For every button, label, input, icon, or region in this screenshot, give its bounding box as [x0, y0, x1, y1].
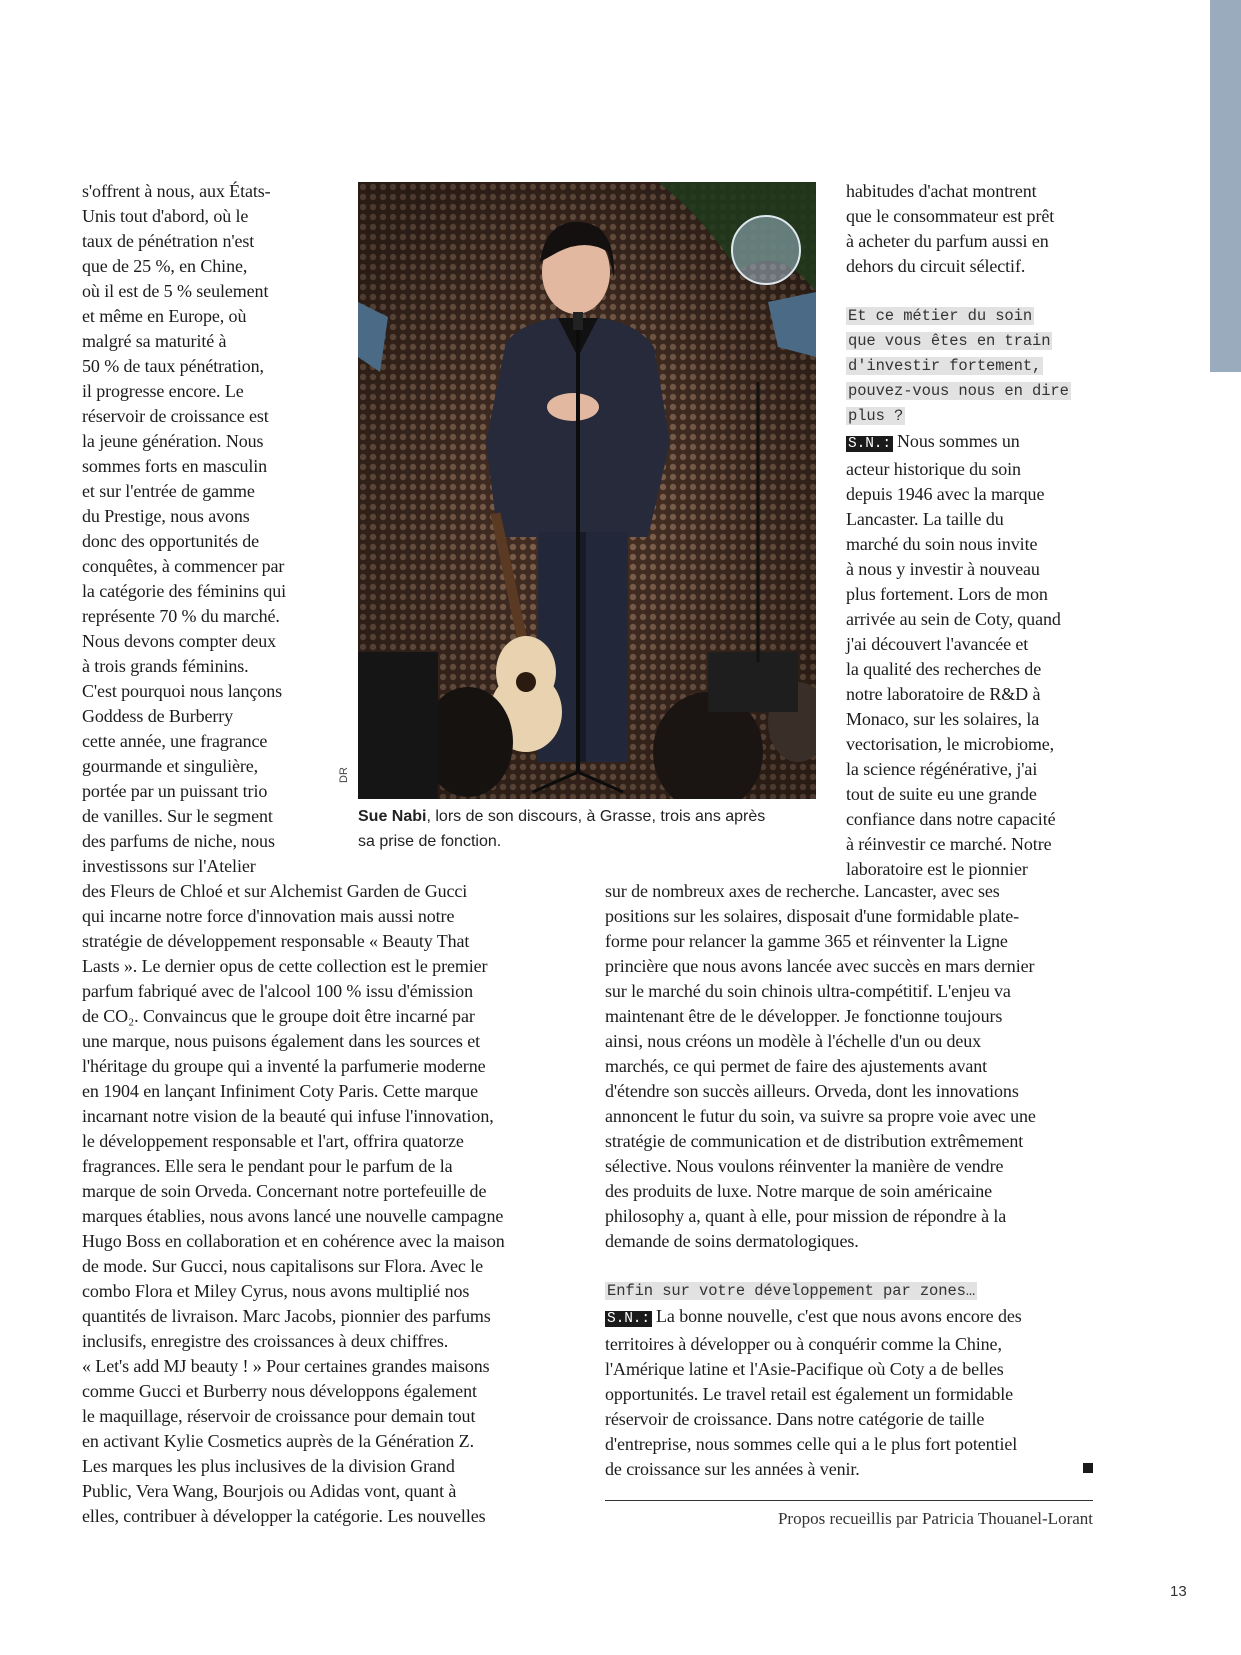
text-line: le développement responsable et l'art, offrira quatorze [82, 1131, 464, 1151]
text-line [846, 404, 1146, 429]
text-line: Lancaster. La taille du [846, 509, 1004, 529]
left-column-bottom [82, 879, 572, 1529]
text-line: vectorisation, le microbiome, [846, 734, 1055, 754]
text-line: Nous devons compter deux [82, 631, 277, 651]
text-line: de CO₂. Convaincus que le groupe doit être incarné par [82, 1006, 475, 1026]
text-line: que le consommateur est prêt [846, 206, 1055, 226]
text-line: de mode. Sur Gucci, nous capitalisons sur Flora. Avec le [82, 1256, 483, 1276]
text-line: forme pour relancer la gamme 365 et réinventer la Ligne [605, 931, 1008, 951]
credit-divider [605, 1500, 1093, 1501]
text-line: sélective. Nous voulons réinventer la manière de vendre [605, 1156, 1004, 1176]
text-line: fragrances. Elle sera le pendant pour le parfum de la [82, 1156, 453, 1176]
text-line: conquêtes, à commencer par [82, 556, 285, 576]
text-line: investissons sur l'Atelier [82, 856, 256, 876]
text-line: laboratoire est le pionnier [846, 859, 1028, 879]
left-column-top [82, 179, 342, 879]
text-line: de vanilles. Sur le segment [82, 806, 273, 826]
question-line-text: que vous êtes en train [848, 332, 1051, 350]
text-line: la science régénérative, j'ai [846, 759, 1038, 779]
text-line: combo Flora et Miley Cyrus, nous avons multiplié nos [82, 1281, 470, 1301]
question-2-text: Enfin sur votre développement par zones… [607, 1282, 976, 1300]
text-line: l'Amérique latine et l'Asie-Pacifique où Coty a de belles [605, 1359, 1004, 1379]
text-line: marque de soin Orveda. Concernant notre portefeuille de [82, 1181, 487, 1201]
text-line: Goddess de Burberry [82, 706, 234, 726]
text-line: donc des opportunités de [82, 531, 260, 551]
text-line: Monaco, sur les solaires, la [846, 709, 1040, 729]
text-line: Hugo Boss en collaboration et en cohérence avec la maison [82, 1231, 505, 1251]
end-of-article-mark [1083, 1463, 1093, 1473]
caption-text-2: sa prise de fonction. [358, 833, 502, 850]
text-line: la qualité des recherches de [846, 659, 1042, 679]
text-line [846, 329, 1146, 354]
right-bottom-paragraph [605, 879, 1105, 1254]
text-line: il progresse encore. Le [82, 381, 244, 401]
text-line: d'entreprise, nous sommes celle qui a le plus fort potentiel [605, 1434, 1018, 1454]
text-line: stratégie de développement responsable « Beauty That [82, 931, 470, 951]
text-line: Les marques les plus inclusives de la division Grand [82, 1456, 455, 1476]
text-line: l'héritage du groupe qui a inventé la parfumerie moderne [82, 1056, 486, 1076]
question-line-text: pouvez-vous nous en dire [848, 382, 1069, 400]
text-line: qui incarne notre force d'innovation mais aussi notre [82, 906, 455, 926]
text-line: portée par un puissant trio [82, 781, 268, 801]
text-line: positions sur les solaires, disposait d'une formidable plate- [605, 906, 1020, 926]
text-line: marchés, ce qui permet de faire des ajustements avant [605, 1056, 988, 1076]
text-line: sur le marché du soin chinois ultra-compétitif. L'enjeu va [605, 981, 1011, 1001]
text-line: comme Gucci et Burberry nous développons également [82, 1381, 477, 1401]
text-line [846, 379, 1146, 404]
text-line: du Prestige, nous avons [82, 506, 250, 526]
text-line: demande de soins dermatologiques. [605, 1231, 859, 1251]
text-line: sommes forts en masculin [82, 456, 268, 476]
speaker-tag-2: S.N.: [607, 1311, 651, 1327]
text-line: princière que nous avons lancée avec succès en mars dernier [605, 956, 1035, 976]
text-line: gourmande et singulière, [82, 756, 259, 776]
text-line: depuis 1946 avec la marque [846, 484, 1045, 504]
event-photo [358, 182, 816, 799]
text-line: maintenant être de le développer. Je fonctionne toujours [605, 1006, 1003, 1026]
text-line: opportunités. Le travel retail est également un formidable [605, 1384, 1014, 1404]
text-line: en activant Kylie Cosmetics auprès de la Génération Z. [82, 1431, 474, 1451]
text-line: ainsi, nous créons un modèle à l'échelle d'un ou deux [605, 1031, 982, 1051]
text-line: la catégorie des féminins qui [82, 581, 287, 601]
text-line: territoires à développer ou à conquérir comme la Chine, [605, 1334, 1002, 1354]
text-line: philosophy a, quant à elle, pour mission de répondre à la [605, 1206, 1007, 1226]
text-line: j'ai découvert l'avancée et [846, 634, 1029, 654]
text-line: des parfums de niche, nous [82, 831, 275, 851]
answer-2-first-line: La bonne nouvelle, c'est que nous avons encore des [656, 1306, 1022, 1326]
text-line: une marque, nous puisons également dans les sources et [82, 1031, 481, 1051]
caption-text-1: , lors de son discours, à Grasse, trois ans après [426, 808, 766, 825]
photo-caption [358, 804, 828, 854]
text-line: Lasts ». Le dernier opus de cette collection est le premier [82, 956, 488, 976]
text-line: à réinvestir ce marché. Notre [846, 834, 1052, 854]
text-line: de croissance sur les années à venir. [605, 1459, 860, 1479]
text-line [846, 304, 1146, 329]
text-line: arrivée au sein de Coty, quand [846, 609, 1061, 629]
question-1 [846, 304, 1146, 429]
text-line: des Fleurs de Chloé et sur Alchemist Garden de Gucci [82, 881, 468, 901]
answer-1 [846, 429, 1146, 882]
photo-credit: DR [338, 767, 350, 783]
text-line: s'offrent à nous, aux États- [82, 181, 271, 201]
text-line: habitudes d'achat montrent [846, 181, 1037, 201]
right-column-top [846, 179, 1146, 882]
text-line: stratégie de communication et de distribution extrêmement [605, 1131, 1024, 1151]
text-line: représente 70 % du marché. [82, 606, 280, 626]
text-line [846, 354, 1146, 379]
text-line: incarnant notre vision de la beauté qui infuse l'innovation, [82, 1106, 494, 1126]
text-line: « Let's add MJ beauty ! » Pour certaines grandes maisons [82, 1356, 490, 1376]
text-line: 50 % de taux pénétration, [82, 356, 264, 376]
text-line: à acheter du parfum aussi en [846, 231, 1049, 251]
text-line: malgré sa maturité à [82, 331, 227, 351]
text-line: marques établies, nous avons lancé une nouvelle campagne [82, 1206, 504, 1226]
text-line: parfum fabriqué avec de l'alcool 100 % issu d'émission [82, 981, 473, 1001]
page-number: 13 [1170, 1583, 1187, 1600]
text-line: C'est pourquoi nous lançons [82, 681, 283, 701]
text-line: annoncent le futur du soin, va suivre sa propre voie avec une [605, 1106, 1036, 1126]
question-line-text: plus ? [848, 407, 904, 425]
text-line: sur de nombreux axes de recherche. Lancaster, avec ses [605, 881, 1000, 901]
text-line: plus fortement. Lors de mon [846, 584, 1048, 604]
text-line: à nous y investir à nouveau [846, 559, 1040, 579]
text-line: le maquillage, réservoir de croissance pour demain tout [82, 1406, 476, 1426]
speaker-tag: S.N.: [848, 436, 892, 452]
answer-1-first-line: Nous sommes un [897, 431, 1020, 451]
text-line: cette année, une fragrance [82, 731, 268, 751]
text-line: tout de suite eu une grande [846, 784, 1037, 804]
answer-2 [605, 1304, 1105, 1482]
text-line: quantités de livraison. Marc Jacobs, pionnier des parfums [82, 1306, 491, 1326]
photo-illustration [358, 182, 816, 799]
text-line: réservoir de croissance. Dans notre catégorie de taille [605, 1409, 985, 1429]
text-line: elles, contribuer à développer la catégorie. Les nouvelles [82, 1506, 486, 1526]
text-line: et sur l'entrée de gamme [82, 481, 255, 501]
text-line: dehors du circuit sélectif. [846, 256, 1026, 276]
right-top-paragraph [846, 179, 1146, 279]
text-line: que de 25 %, en Chine, [82, 256, 248, 276]
text-line: Unis tout d'abord, où le [82, 206, 249, 226]
text-line: à trois grands féminins. [82, 656, 249, 676]
question-2 [605, 1279, 1105, 1304]
text-line: marché du soin nous invite [846, 534, 1038, 554]
section-tab-bar [1210, 0, 1241, 372]
question-line-text: d'investir fortement, [848, 357, 1042, 375]
right-column-bottom [605, 879, 1105, 1482]
text-line: la jeune génération. Nous [82, 431, 264, 451]
text-line: acteur historique du soin [846, 459, 1021, 479]
text-line: d'étendre son succès ailleurs. Orveda, dont les innovations [605, 1081, 1019, 1101]
text-line: taux de pénétration n'est [82, 231, 255, 251]
text-line: notre laboratoire de R&D à [846, 684, 1041, 704]
question-line-text: Et ce métier du soin [848, 307, 1033, 325]
text-line: et même en Europe, où [82, 306, 247, 326]
text-line: des produits de luxe. Notre marque de soin américaine [605, 1181, 993, 1201]
text-line: réservoir de croissance est [82, 406, 269, 426]
text-line: confiance dans notre capacité [846, 809, 1056, 829]
text-line: où il est de 5 % seulement [82, 281, 269, 301]
text-line: en 1904 en lançant Infiniment Coty Paris. Cette marque [82, 1081, 478, 1101]
text-line: inclusifs, enregistre des croissances à deux chiffres. [82, 1331, 449, 1351]
caption-name: Sue Nabi [358, 808, 427, 825]
interview-credit: Propos recueillis par Patricia Thouanel-Lorant [777, 1509, 1093, 1528]
text-line: Public, Vera Wang, Bourjois ou Adidas vont, quant à [82, 1481, 457, 1501]
